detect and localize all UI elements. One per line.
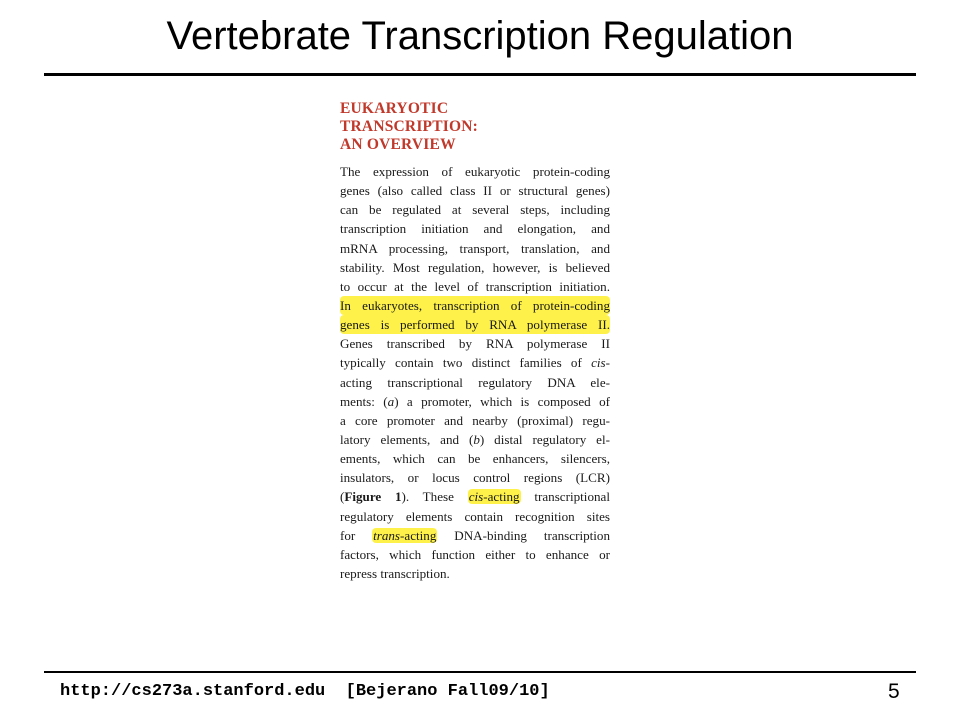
text-run: ). These bbox=[401, 489, 468, 505]
text-run: ( bbox=[340, 489, 345, 505]
text-run: for bbox=[340, 527, 373, 543]
figure-reference: Figure 1 bbox=[344, 489, 402, 505]
text-run: -acting bbox=[400, 527, 437, 543]
text-line: stability. Most regulation, however, is believed bbox=[340, 259, 610, 275]
heading-line: EUKARYOTIC bbox=[340, 100, 449, 117]
text-line: acting transcriptional regulatory DNA ele- bbox=[340, 374, 610, 390]
slide-title: Vertebrate Transcription Regulation bbox=[166, 14, 794, 58]
text-line: regulatory elements contain recognition sites bbox=[340, 508, 610, 524]
text-line: factors, which function either to enhance or bbox=[340, 546, 610, 562]
text-line: repress transcription. bbox=[340, 565, 450, 581]
text-line: can be regulated at several steps, including bbox=[340, 202, 610, 218]
text-run: typically contain two distinct families of bbox=[340, 355, 592, 371]
page-number: 5 bbox=[888, 680, 900, 703]
text-run: ) distal regulatory el- bbox=[479, 431, 610, 447]
text-line: ements, which can be enhancers, silencers, bbox=[340, 451, 610, 467]
heading-line: TRANSCRIPTION: bbox=[340, 118, 479, 135]
highlighted-line: genes is performed by RNA polymerase II. bbox=[340, 315, 610, 334]
text-line bbox=[340, 526, 610, 545]
text-line: The expression of eukaryotic protein-coding bbox=[340, 164, 610, 179]
italic-term: b bbox=[473, 431, 480, 447]
text-run: ) a promoter, which is composed of bbox=[394, 393, 610, 409]
excerpt-body bbox=[340, 162, 610, 583]
excerpt-heading bbox=[340, 100, 610, 154]
text-line bbox=[340, 353, 610, 372]
text-run: - bbox=[605, 355, 610, 371]
text-line bbox=[340, 487, 610, 506]
text-run: DNA-binding transcription bbox=[437, 527, 610, 543]
text-line: transcription initiation and elongation, and bbox=[340, 221, 610, 237]
text-line: a core promoter and nearby (proximal) regu- bbox=[340, 412, 610, 428]
italic-term: trans bbox=[373, 527, 401, 543]
text-line: Genes transcribed by RNA polymerase II bbox=[340, 336, 610, 352]
italic-term: a bbox=[387, 393, 395, 409]
text-line: mRNA processing, transport, translation, and bbox=[340, 240, 610, 256]
highlighted-term bbox=[372, 528, 437, 543]
title-divider bbox=[44, 73, 916, 76]
text-line bbox=[340, 392, 610, 411]
text-line: genes (also called class II or structural genes) bbox=[340, 183, 610, 199]
text-run: latory elements, and ( bbox=[340, 431, 474, 447]
footer-course-url: http://cs273a.stanford.edu [Bejerano Fall09/10] bbox=[60, 682, 550, 701]
highlighted-term bbox=[468, 489, 521, 504]
text-line bbox=[340, 430, 610, 449]
text-run: ments: ( bbox=[340, 393, 388, 409]
text-run: transcriptional bbox=[520, 489, 610, 505]
text-line: to occur at the level of transcription initiation. bbox=[340, 278, 610, 294]
italic-term: cis bbox=[591, 355, 606, 371]
italic-term: cis bbox=[468, 489, 484, 505]
text-line: insulators, or locus control regions (LCR) bbox=[340, 470, 610, 486]
footer-divider bbox=[44, 671, 916, 673]
textbook-excerpt bbox=[340, 100, 610, 583]
heading-line: AN OVERVIEW bbox=[340, 136, 456, 153]
highlighted-line: In eukaryotes, transcription of protein-coding bbox=[340, 296, 610, 315]
text-run: -acting bbox=[483, 489, 520, 505]
